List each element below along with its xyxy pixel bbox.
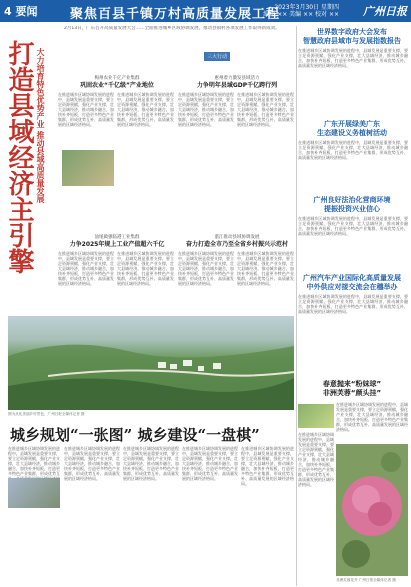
body-col: 在推进城乡区域协调发展的进程中，县域发展是重要支撑，要立足资源禀赋，强化产业支撑，壮大县域经济，推动城乡融合，加快补齐短板，打造更多特色产业集群，形成优势互补、高质量发展的区域经济格局。 (178, 251, 234, 286)
body-col: 在推进城乡区域协调发展的进程中，县域发展是重要支撑，要立足资源禀赋，强化产业支撑，壮大县域经济，推动城乡融合，加快补齐短板，打造更多特色产业集群，形成优势互补、高质量发展的区域经济格局。 (123, 446, 179, 481)
aerial-village-photo (8, 316, 294, 410)
section-title-2: 力争明年县域GDP千亿跨行列 (196, 82, 278, 89)
section-title-1: 巩固农业“千亿级”产业地位 (80, 82, 154, 89)
sidebar-headline-1: 世界数字政府大会发布 智慧政府县域市与发展指数报告 (303, 28, 401, 45)
body-col: 在推进城乡区域协调发展的进程中，县域发展是重要支撑，要立足资源禀赋，强化产业支撑，壮大县域经济，推动城乡融合，加快补齐短板，打造更多特色产业集群，形成优势互补、高质量发展的区域经济格局。 (237, 92, 294, 127)
page-title: 聚焦百县千镇万村高质量发展工程 (70, 7, 281, 22)
masthead (0, 0, 411, 22)
section-title-3: 力争2025年规上工业产值超六千亿 (69, 241, 165, 248)
section-title-4: 奋力打造全市乃至全省乡村振兴示范村 (185, 241, 288, 248)
section-kicker-2: 惠州着力激发县域活力 (214, 76, 260, 81)
pink-flower-photo (336, 444, 408, 576)
body-col: 在推进城乡区域协调发展的进程中，县域发展是重要支撑，要立足资源禀赋，强化产业支撑，壮大县域经济，推动城乡融合，加快补齐短板，打造更多特色产业集群，形成优势互补、高质量发展的区域经济格局。 (241, 446, 294, 486)
vertical-title: 打造县域经济主引擎 (4, 40, 34, 274)
sidebar-headline-4: 广州汽车产业国际化高质量发展 中外供应对接交流会在穗举办 (303, 274, 401, 291)
sidebar-body-2: 在推进城乡区域协调发展的进程中，县域发展是重要支撑，要立足资源禀赋，强化产业支撑，壮大县域经济，推动城乡融合，加快补齐短板，打造更多特色产业集群，形成优势互补、高质量发展的区域经济格局。 (298, 140, 408, 160)
sidebar-headline-2: 广东开展绿美广东 生态建设义务植树活动 (317, 120, 387, 137)
sidebar-body-1: 在推进城乡区域协调发展的进程中，县域发展是重要支撑，要立足资源禀赋，强化产业支撑，壮大县域经济，推动城乡融合，加快补齐短板，打造更多特色产业集群，形成优势互补、高质量发展的区域经济格局。 (298, 48, 408, 68)
garden-logo-photo (298, 404, 334, 428)
body-col: 在推进城乡区域协调发展的进程中，县域发展是重要支撑，要立足资源禀赋，强化产业支撑，壮大县域经济，推动城乡融合，加快补齐短板，打造更多特色产业集群，形成优势互补、高质量发展的区域经济格局。 (117, 251, 174, 286)
small-photo (8, 478, 60, 508)
column-divider (296, 26, 297, 586)
section-label: 4 要闻 (4, 5, 38, 18)
bottom-headline: 城乡规划“一张图” 城乡建设“一盘棋” (10, 426, 260, 444)
newspaper-logo: 广州日报 (363, 5, 407, 18)
section-tag: 三大行动 (204, 52, 230, 61)
sidebar-headline-5: 春意抛来“粉妹球” 非洲芙蓉“颜头挂” (322, 380, 382, 397)
body-col: 在推进城乡区域协调发展的进程中，县域发展是重要支撑，要立足资源禀赋，强化产业支撑，壮大县域经济，推动城乡融合，加快补齐短板，打造更多特色产业集群，形成优势互 (8, 446, 60, 476)
sidebar-body-5: 在推进城乡区域协调发展的进程中，县域发展是重要支撑，要立足资源禀赋，强化产业支撑，壮大县域经济，推动城乡融合，加快补齐短板，打造更多特色产业集群，形成优势互补、高质量发展的区域经济格局。 (336, 402, 408, 432)
sidebar-body-4: 在推进城乡区域协调发展的进程中，县域发展是重要支撑，要立足资源禀赋，强化产业支撑，壮大县域经济，推动城乡融合，加快补齐短板，打造更多特色产业集群，形成优势互补、高质量发展的区域经济格局。 (298, 294, 408, 314)
body-col: 在推进城乡区域协调发展的进程中，县域发展是重要支撑，要立足资源禀赋，强化产业支撑，壮大县域经济，推动城乡融合，加快补齐短板，打造更多特色产业集群，形成优势互补、高质量发展的区域经济格局。 (64, 446, 120, 481)
section-kicker-4: 湛江推动县域协调发展 (214, 235, 260, 240)
vertical-subtitle: 大力培育特色优势产业 推动县域高质量发展 (36, 48, 46, 203)
body-col: 在推进城乡区域协调发展的进程中，县域发展是重要支撑，要立足资源禀赋，强化产业支撑，壮大县域经济，推动城乡融合，加快补齐短板，打造更多特色产业集群，形成优势互补、高质量发展的区域经济格局。 (58, 251, 114, 286)
section-kicker-1: 梅州农业千亿产业集群 (94, 76, 140, 81)
body-col: 在推进城乡区域协调发展的进程中，县域发展是重要支撑，要立足资源禀赋，强化产业支撑，壮大县域经济，推动城乡融合，加快补齐短板，打造更多特色产业集群，形成优势互补、高质量发展的区域经济格局。 (237, 251, 294, 286)
field-photo (62, 150, 114, 186)
sidebar-body-6: 在推进城乡区域协调发展的进程中，县域发展是重要支撑，要立足资源禀赋，强化产业支撑，壮大县域经济，推动城乡融合，加快补齐短板，打造更多特色产业集群，形成优势互补、高质量发展的区域经济格局。 (298, 432, 334, 487)
flower-caption: 非洲芙蓉花开 广州日报全媒体记者 摄 (336, 578, 396, 582)
body-col: 在推进城乡区域协调发展的进程中，县域发展是重要支撑，要立足资源禀赋，强化产业支撑，壮大县域经济，推动城乡融合，加快补齐短板，打造更多特色产业集群，形成优势互补、高质量发展的区域经济格局。 (117, 92, 174, 127)
section-kicker-3: 汕尾做强临港工业集群 (94, 235, 140, 240)
body-col: 在推进城乡区域协调发展的进程中，县域发展是重要支撑，要立足资源禀赋，强化产业支撑，壮大县域经济，推动城乡融合，加快补齐短板，打造更多特色产业集群，形成优势互补、高质量发展的区域经济格局。 (178, 92, 234, 127)
body-col: 在推进城乡区域协调发展的进程中，县域发展是重要支撑，要立足资源禀赋，强化产业支撑，壮大县域经济，推动城乡融合，加快补齐短板，打造更多特色产业集群，形成优势互补、高质量发展的区域经济格局。 (182, 446, 238, 481)
intro-text: 2月13日，广东召开高质量发展大会……全面推进城乡区域协调发展，推动县镇村各项发展工作取得新成效。 (64, 26, 280, 31)
sidebar-headline-3: 广州良好法治化营商环境 提振投资兴业信心 (313, 196, 391, 213)
body-col: 在推进城乡区域协调发展的进程中，县域发展是重要支撑，要立足资源禀赋，强化产业支撑，壮大县域经济，推动城乡融合，加快补齐短板，打造更多特色产业集群，形成优势互补、高质量发展的区域经济格局。 (58, 92, 114, 127)
photo-caption: 图为从化美丽乡村景色，广州日报全媒体记者 摄 (8, 412, 85, 416)
header-meta: 2023年3月30日 星期四 编辑 ×× 美编 ×× 校对 ×× (263, 4, 339, 18)
sidebar-body-3: 在推进城乡区域协调发展的进程中，县域发展是重要支撑，要立足资源禀赋，强化产业支撑，壮大县域经济，推动城乡融合，加快补齐短板，打造更多特色产业集群，形成优势互补、高质量发展的区域经济格局。 (298, 216, 408, 236)
